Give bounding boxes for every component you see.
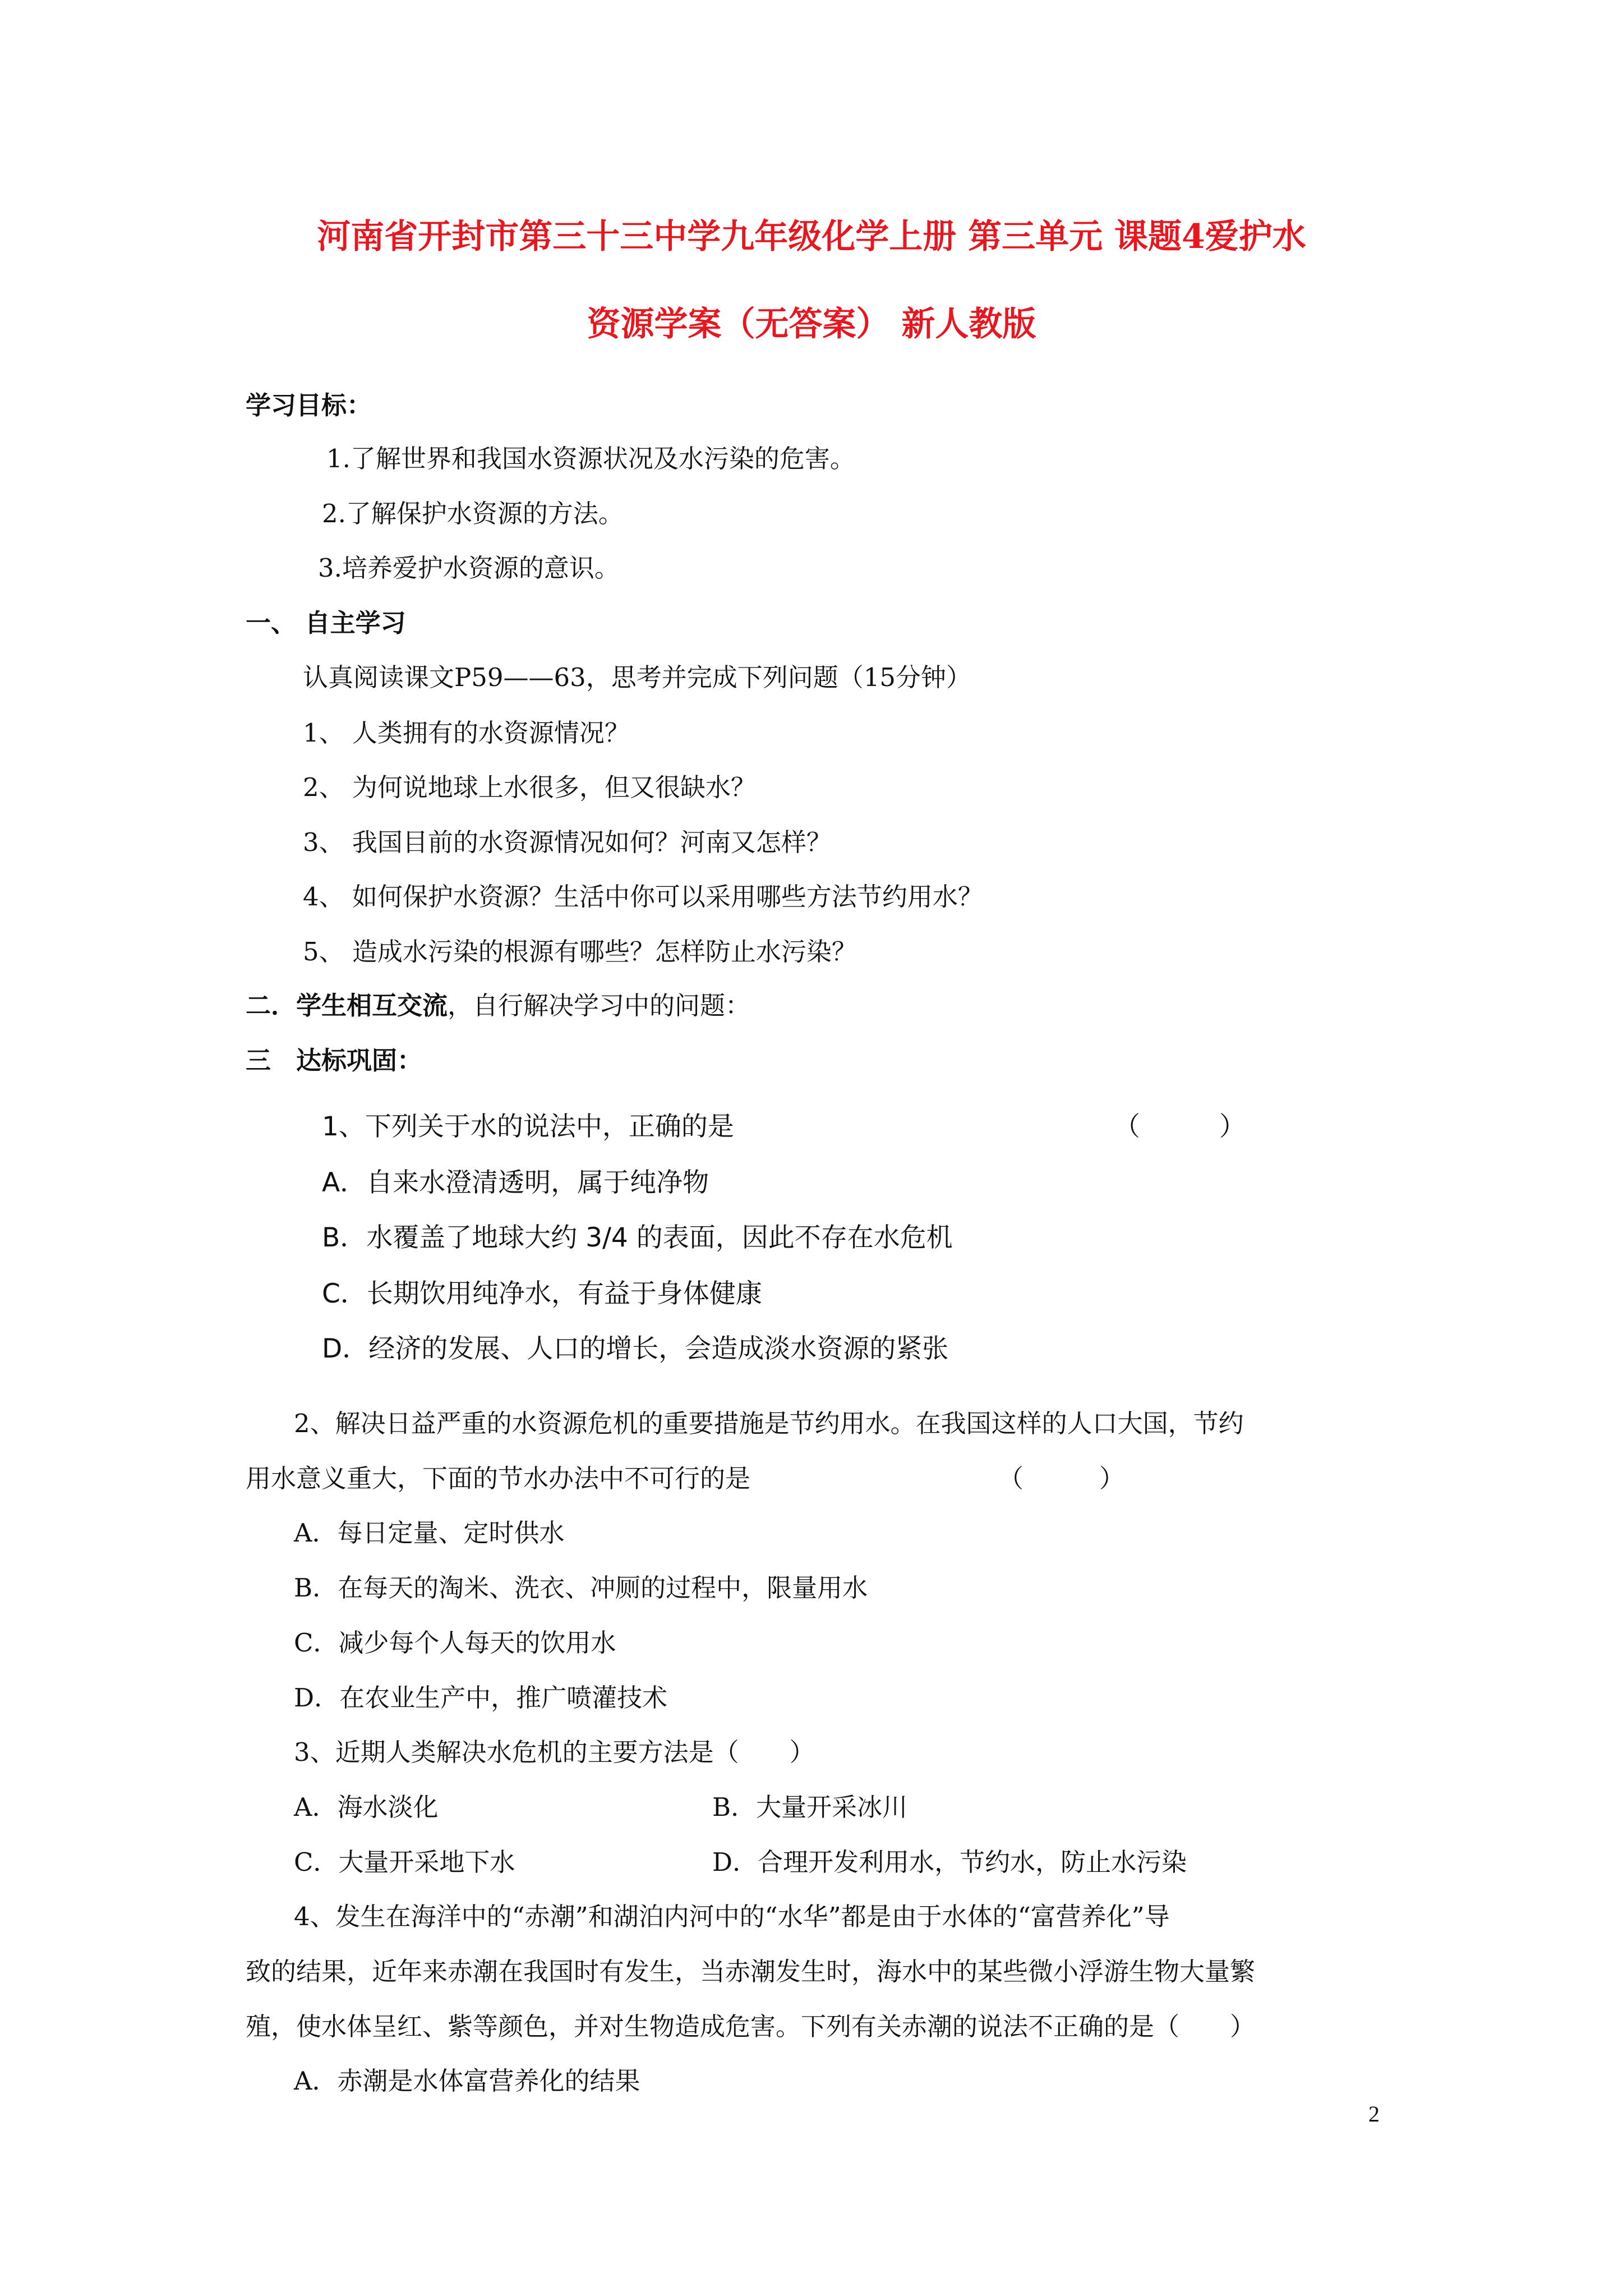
objective-item: 1.了解世界和我国水资源状况及水污染的危害。 — [326, 444, 855, 473]
q4-stem-line: 4、发生在海洋中的“赤潮”和湖泊内河中的“水华”都是由于水体的“富营养化”导 — [294, 1902, 1170, 1931]
objectives-heading: 学习目标： — [246, 390, 372, 420]
q2-option: B．在每天的淘米、洗衣、冲厕的过程中，限量用水 — [294, 1573, 868, 1603]
q2-option: A．每日定量、定时供水 — [294, 1518, 565, 1548]
q3-option: D．合理开发利用水，节约水，防止水污染 — [712, 1847, 1187, 1877]
section-1-intro: 认真阅读课文P59——63，思考并完成下列问题（15分钟） — [303, 662, 972, 692]
q4-option: A．赤潮是水体富营养化的结果 — [294, 2066, 640, 2096]
document-title-line-2: 资源学案（无答案） 新人教版 — [587, 305, 1036, 344]
q2-option: D．在农业生产中，推广喷灌技术 — [294, 1683, 668, 1713]
q4-stem-line: 致的结果，近年来赤潮在我国时有发生，当赤潮发生时，海水中的某些微小浮游生物大量繁 — [246, 1957, 1256, 1986]
section-2-line — [246, 993, 750, 1018]
q1-answer-paren: （ ） — [1114, 1111, 1246, 1142]
objective-item: 3.培养爱护水资源的意识。 — [318, 553, 620, 583]
self-study-question: 3、 我国目前的水资源情况如何？河南又怎样？ — [303, 827, 832, 857]
q1-option: B．水覆盖了地球大约 3/4 的表面，因此不存在水危机 — [322, 1222, 953, 1253]
section-3-heading: 三 达标巩固： — [246, 1046, 423, 1075]
q3-stem: 3、近期人类解决水危机的主要方法是（ ） — [294, 1737, 815, 1767]
q2-stem-line-1: 2、解决日益严重的水资源危机的重要措施是节约用水。在我国这样的人口大国，节约 — [294, 1409, 1244, 1438]
q2-answer-paren: （ ） — [998, 1464, 1125, 1493]
section-2-heading: 二．学生相互交流 — [246, 991, 448, 1020]
q3-option: A．海水淡化 — [294, 1792, 439, 1822]
q3-option: B．大量开采冰川 — [712, 1792, 908, 1822]
q2-stem-line-2: 用水意义重大，下面的节水办法中不可行的是 — [246, 1464, 751, 1493]
self-study-question: 1、 人类拥有的水资源情况？ — [303, 718, 630, 748]
q3-option: C．大量开采地下水 — [294, 1847, 515, 1877]
section-1-heading: 一、 自主学习 — [246, 608, 406, 638]
page-number: 2 — [1368, 2101, 1380, 2127]
self-study-question: 5、 造成水污染的根源有哪些？怎样防止水污染？ — [303, 937, 857, 967]
objective-item: 2.了解保护水资源的方法。 — [322, 499, 624, 528]
q1-option: A．自来水澄清透明，属于纯净物 — [322, 1167, 709, 1198]
self-study-question: 4、 如何保护水资源？生活中你可以采用哪些方法节约用水？ — [303, 882, 983, 912]
q2-option: C．减少每个人每天的饮用水 — [294, 1628, 616, 1658]
self-study-question: 2、 为何说地球上水很多，但又很缺水？ — [303, 772, 756, 802]
q4-stem-line: 殖，使水体呈红、紫等颜色，并对生物造成危害。下列有关赤潮的说法不正确的是（ ） — [246, 2012, 1256, 2041]
q1-stem: 1、下列关于水的说法中，正确的是 — [322, 1111, 734, 1142]
document-title-line-1: 河南省开封市第三十三中学九年级化学上册 第三单元 课题4爱护水 — [317, 217, 1306, 256]
section-2-text: ，自行解决学习中的问题： — [448, 991, 751, 1020]
q1-option: D．经济的发展、人口的增长，会造成淡水资源的紧张 — [322, 1333, 949, 1364]
q1-option: C．长期饮用纯净水，有益于身体健康 — [322, 1278, 762, 1309]
